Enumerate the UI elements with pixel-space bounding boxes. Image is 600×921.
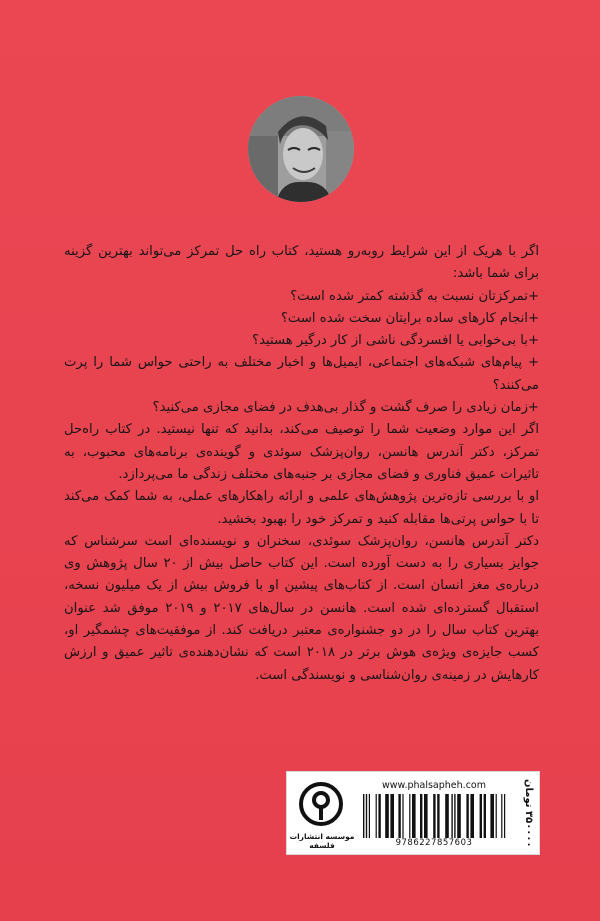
publisher-name: موسسه انتشارات فلسفه: [289, 832, 355, 850]
barcode-bar: [398, 794, 400, 838]
author-photo: [248, 96, 354, 202]
website-url: www.phalsapheh.com: [382, 780, 486, 791]
question-item: +زمان زیادی را صرف گشت و گذار بی‌هدف در فضای مجازی می‌کنید؟: [152, 400, 539, 416]
barcode-bar: [412, 794, 416, 838]
question-item: + پیام‌های شبکه‌های اجتماعی، ایمیل‌ها و اخبار مختلف به راحتی حواس شما را پرت می‌کنند؟: [64, 355, 539, 393]
isbn-number: 9786227857603: [395, 838, 473, 848]
barcode-bar: [420, 794, 422, 838]
question-item: +با بی‌خوابی یا افسردگی ناشی از کار درگیر هستید؟: [252, 333, 539, 349]
price-label: ۳۵۰۰۰۰ تومان: [523, 778, 534, 848]
barcode-bars: [361, 794, 509, 838]
author-bio-paragraph: دکتر آندرس هانسن، روان‌پزشک سوئدی، سخنران و نویسنده‌ای است سرشناس که جوایز بسیاری را به دست آورده است. این کتاب حاصل بیش از ۲۰ سال پژوهش وی درباره‌ی مغز انسان است. از کتاب‌های پیشین او با فروش بیش از یک میلیون نسخه، استقبال گسترده‌ای شده است. هانسن در سال‌های ۲۰۱۷ و ۲۰۱۹ موفق شد عنوان بهترین کتاب سال را در دو جشنواره‌ی معتبر دریافت کند. از موفقیت‌های چشمگیر او، کسب جایزه‌ی ویژه‌ی هوش برتر در ۲۰۱۸ است که نشان‌دهنده‌ی تاثیر عمیق و ارزش کارهایش در زمینه‌ی روان‌شناسی و نویسندگی است.: [64, 533, 539, 683]
barcode-bar: [466, 794, 468, 838]
barcode-bar: [390, 794, 394, 838]
publisher-logo-icon: [299, 782, 343, 826]
barcode-bar: [445, 794, 449, 838]
barcode-bar: [457, 794, 461, 838]
barcode-bar: [402, 794, 403, 838]
question-item: +انجام کارهای ساده برایتان سخت شده است؟: [280, 310, 539, 326]
barcode-bar: [437, 794, 439, 838]
barcode-bar: [409, 794, 410, 838]
barcode-bar: [454, 794, 455, 838]
question-item: +تمرکزتان نسبت به گذشته کمتر شده است؟: [290, 288, 539, 304]
barcode-bar: [433, 794, 435, 838]
barcode-bar: [376, 794, 377, 838]
barcode-bar: [378, 794, 380, 838]
barcode-bar: [501, 794, 502, 838]
barcode-bar: [490, 794, 494, 838]
description-paragraph: او با بررسی تازه‌ترین پژوهش‌های علمی و ارائه راهکارهای عملی، به شما کمک می‌کند تا با حواس پرتی‌ها مقابله کنید و تمرکز خود را بهبود بخشید.: [64, 489, 539, 527]
barcode-bar: [484, 794, 486, 838]
barcode-bar: [451, 794, 452, 838]
barcode-bar: [470, 794, 474, 838]
barcode-bar: [496, 794, 497, 838]
barcode-box: [286, 771, 540, 855]
barcode-bar: [385, 794, 389, 838]
barcode-bar: [363, 794, 364, 838]
barcode-bar: [369, 794, 370, 838]
intro-paragraph: اگر با هریک از این شرایط روبه‌رو هستید، کتاب راه حل تمرکز می‌تواند بهترین گزینه برای شما باشد:: [64, 244, 539, 282]
description-paragraph: اگر این موارد وضعیت شما را توصیف می‌کند، بدانید که تنها نیستید. در کتاب راه‌حل تمرکز، دکتر آندرس هانسن، روان‌پزشک سوئدی و گوینده‌ی برنامه‌های محبوب، به تاثیرات عمیق فناوری و فضای مجازی بر جنبه‌های مختلف زندگی ما می‌پردازد.: [64, 422, 539, 482]
barcode-bar: [366, 794, 367, 838]
author-portrait-icon: [248, 96, 354, 202]
barcode-bar: [424, 794, 428, 838]
barcode-bar: [480, 794, 482, 838]
barcode-bar: [504, 794, 505, 838]
back-cover-text: [64, 241, 539, 687]
